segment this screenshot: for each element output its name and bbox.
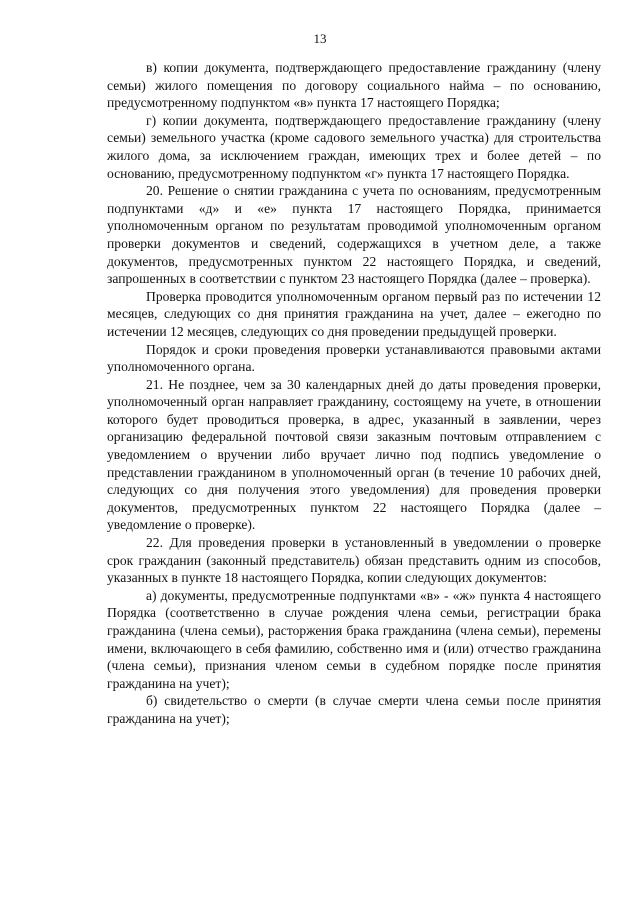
document-body	[107, 59, 601, 728]
paragraph-22-documents: 22. Для проведения проверки в установленный в уведомлении о проверке срок гражданин (законный представитель) обязан представить одним из способов, указанных в пункте 18 настоящего Порядка, копии следующих документов:	[107, 535, 601, 586]
paragraph-inspection-procedure: Порядок и сроки проведения проверки устанавливаются правовыми актами уполномоченного органа.	[107, 341, 601, 375]
page-number: 13	[313, 31, 327, 46]
paragraph-b-death-certificate: б) свидетельство о смерти (в случае смерти члена семьи после принятия гражданина на учет);	[107, 693, 601, 726]
paragraph-v-social-housing: в) копии документа, подтверждающего предоставление гражданину (члену семьи) жилого помещения по договору социального найма – по основанию, предусмотренному подпунктом «в» пункта 17 настоящего Порядка;	[107, 60, 601, 111]
paragraph-20-removal-decision: 20. Решение о снятии гражданина с учета по основаниям, предусмотренным подпунктами «д» и «е» пункта 17 настоящего Порядка, принимается уполномоченным органом по результатам проводимой уполномоченным органом проверки документов и сведений, содержащихся в учетном деле, а также документов, предусмотренных пунктом 22 настоящего Порядка, и сведений, запрошенных в соответствии с пунктом 23 настоящего Порядка (далее – проверка).	[107, 183, 601, 287]
paragraph-inspection-schedule: Проверка проводится уполномоченным органом первый раз по истечении 12 месяцев, следующих со дня принятия гражданина на учет, далее – ежегодно по истечении 12 месяцев, следующих со дня проведении предыдущей проверки.	[107, 288, 601, 339]
paragraph-21-notification: 21. Не позднее, чем за 30 календарных дней до даты проведения проверки, уполномоченный орган направляет гражданину, состоящему на учете, в отношении которого будет проводиться проверка, в адрес, указанный в заявлении, через организацию федеральной почтовой связи заказным почтовым отправлением с уведомлением о вручении либо вручает лично под подпись уведомление о представлении гражданином в уполномоченный орган (в течение 10 рабочих дней, следующих со дня получения этого уведомления) для проведения проверки документов, предусмотренных пунктом 22 настоящего Порядка (далее – уведомление о проверке).	[107, 376, 601, 533]
paragraph-a-documents-list: а) документы, предусмотренные подпунктами «в» - «ж» пункта 4 настоящего Порядка (соответственно в случае рождения члена семьи, регистрации брака гражданина (члена семьи), расторжения брака гражданина (члена семьи), перемены имени, включающего в себя фамилию, собственно имя и (или) отчество гражданина (члена семьи), признания членом семьи в судебном порядке после принятия гражданина на учет);	[107, 587, 601, 691]
paragraph-g-land-plot: г) копии документа, подтверждающего предоставление гражданину (члену семьи) земельного участка (кроме садового земельного участка) для строительства жилого дома, за исключением граждан, имеющих трех и более детей – по основанию, предусмотренному подпунктом «г» пункта 17 настоящего Порядка.	[107, 112, 601, 181]
